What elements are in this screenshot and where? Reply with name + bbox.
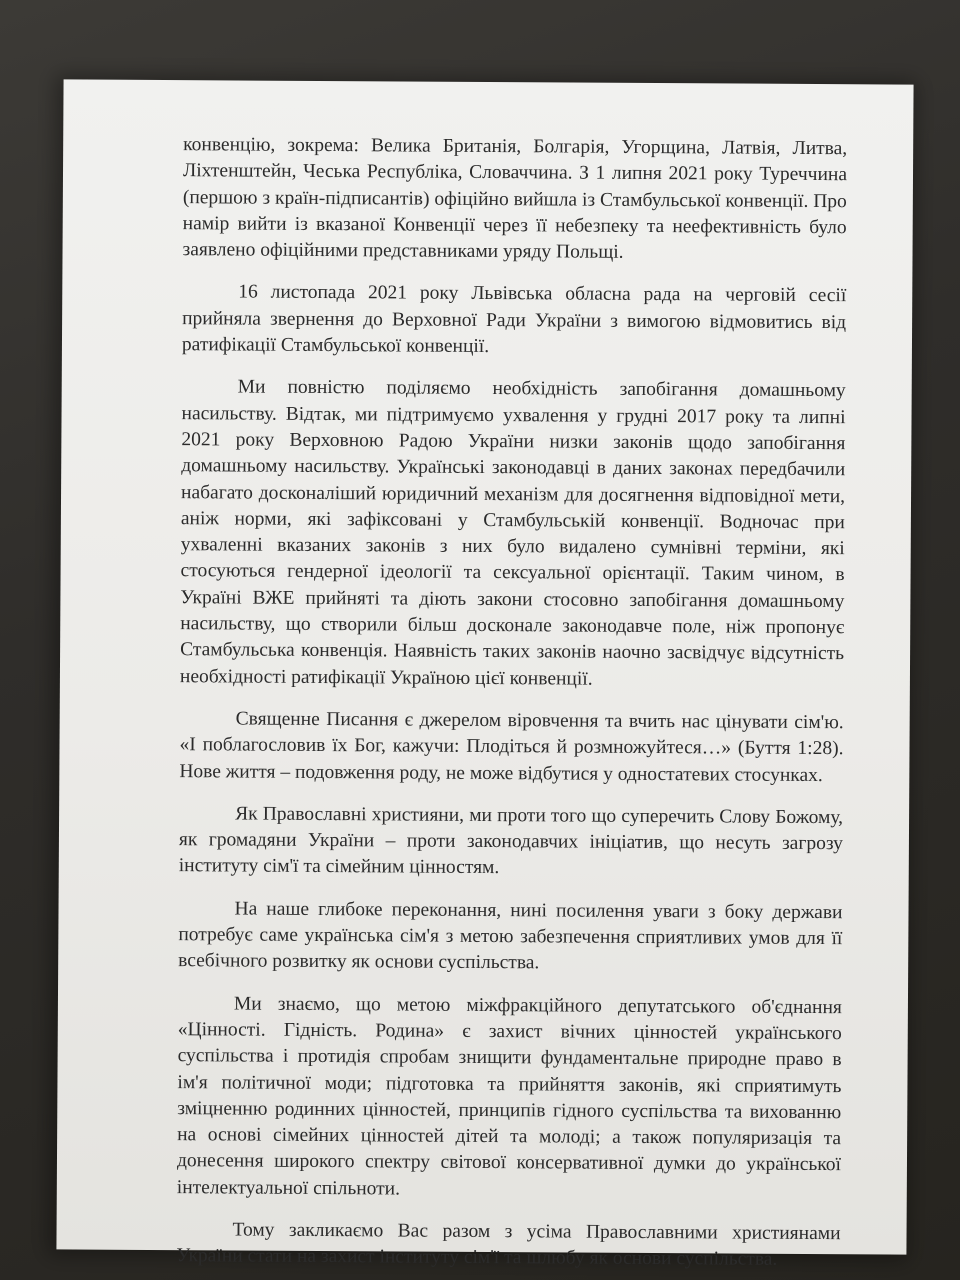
- paragraph-7: Ми знаємо, що метою міжфракційного депутатського об'єднання «Цінності. Гідність. Родина» є захист вічних цінностей українського суспільства і протидія спробам знищити фундаментальне природне право в ім'я політичної моди; підготовка та прийняття законів, які сприятимуть зміцненню родинних цінностей, принципів гідного суспільства та вихованню на основі сімейних цінностей дітей та молоді; а також популяризація та донесення широкого спектру світової консервативної думки до української інтелектуальної спільноти.: [176, 993, 842, 1200]
- paragraph-1: конвенцію, зокрема: Велика Британія, Болгарія, Угорщина, Латвія, Литва, Ліхтенштейн, Чеська Республіка, Словаччина. З 1 липня 2021 року Туреччина (першою з країн-підписантів) офіційно вийшла із Стамбульської конвенції. Про намір вийти із вказаної Конвенції через її небезпеку та неефективність було заявлено офіційними представниками уряду Польщі.: [182, 134, 848, 264]
- paragraph-4: Священне Писання є джерелом віровчення та вчить нас цінувати сім'ю. «І поблагословив їх Бог, кажучи: Плодіться й розмножуйтеся…» (Буття 1:28). Нове життя – подовження роду, не може відбутися у одностатевих стосунках.: [179, 708, 844, 786]
- paragraph-8: Тому закликаємо Вас разом з усіма Православними християнами України стати на захист інституту сім'ї та шлюбу як основи суспільства.: [176, 1219, 841, 1271]
- paragraph-2: 16 листопада 2021 року Львівська обласна рада на черговій сесії прийняла звернення до Верховної Ради України з вимогою відмовитись від ратифікації Стамбульської конвенції.: [181, 281, 847, 358]
- paragraph-6: На наше глибоке переконання, нині посилення уваги з боку держави потребує саме українська сім'я з метою забезпечення сприятливих умов для її всебічного розвитку як основи суспільства.: [178, 898, 843, 974]
- paragraph-5: Як Православні християни, ми проти того що суперечить Слову Божому, як громадяни України – проти законодавчих ініціатив, що несуть загрозу інституту сім'ї та сімейним цінностям.: [178, 803, 844, 879]
- paper-sheet: [56, 79, 913, 1271]
- paragraph-3: Ми повністю поділяємо необхідність запобігання домашньому насильству. Відтак, ми підтримуємо ухвалення у грудні 2017 року та липні 2021 року Верховною Радою України низки законів щодо запобігання домашньому насильству. Українські законодавці в даних законах передбачили набагато досконаліший юридичний механізм для досягнення відповідної мети, аніж норми, які зафіксовані у Стамбульській конвенції. Водночас при ухваленні вказаних законів з них було видалено сумнівні терміни, які стосуються гендерної ідеології та сексуальної орієнтації. Таким чином, в Україні ВЖЕ прийняті та діють закони стосовно запобігання домашньому насильству, що створили більш досконале законодавче поле, ніж пропонує Стамбульська конвенція. Наявність таких законів наочно засвідчує відсутність необхідності ратифікації Україною цієї конвенції.: [179, 376, 846, 690]
